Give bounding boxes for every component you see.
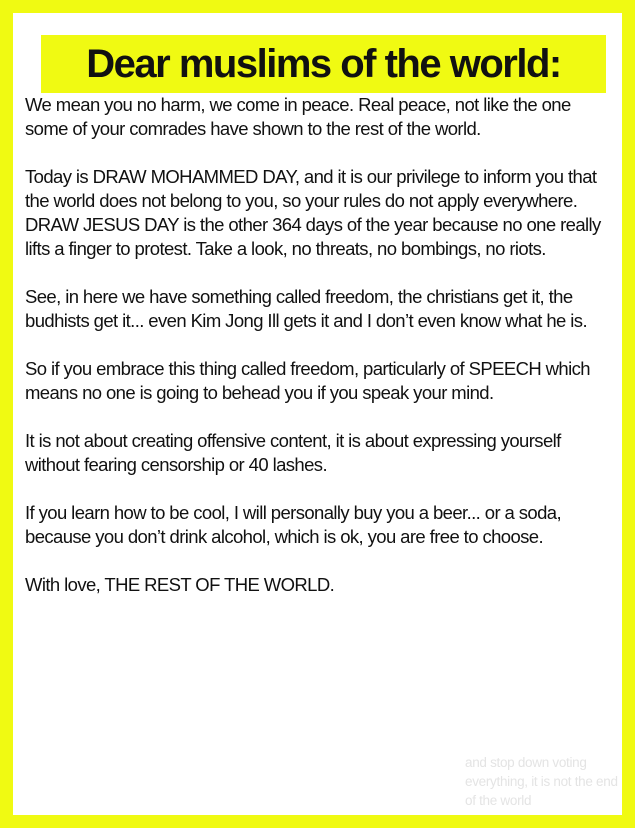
page-title: Dear muslims of the world: [86, 41, 561, 86]
paragraph-offensive-content: It is not about creating offensive content, it is about expressing yourself without fearing censorship or 40 lashes. [25, 430, 561, 475]
paragraph-signoff: With love, THE REST OF THE WORLD. [25, 574, 335, 595]
letter-body [25, 93, 615, 597]
faint-footnote: and stop down voting everything, it is not the end of the world [465, 755, 618, 808]
paragraph-intro: We mean you no harm, we come in peace. Real peace, not like the one some of your comrades have shown to the rest of the world. [25, 94, 571, 139]
title-highlight [41, 35, 606, 93]
paragraph-speech: So if you embrace this thing called freedom, particularly of SPEECH which means no one is going to behead you if you speak your mind. [25, 358, 590, 403]
paragraph-freedom: See, in here we have something called freedom, the christians get it, the budhists get it... even Kim Jong Ill gets it and I don’t even know what he is. [25, 286, 587, 331]
paragraph-draw-day: Today is DRAW MOHAMMED DAY, and it is our privilege to inform you that the world does not belong to you, so your rules do not apply everywhere. DRAW JESUS DAY is the other 364 days of the year because no one really lifts a finger to protest. Take a look, no threats, no bombings, no riots. [25, 166, 601, 259]
paragraph-beer: If you learn how to be cool, I will personally buy you a beer... or a soda, because you don’t drink alcohol, which is ok, you are free to choose. [25, 502, 562, 547]
